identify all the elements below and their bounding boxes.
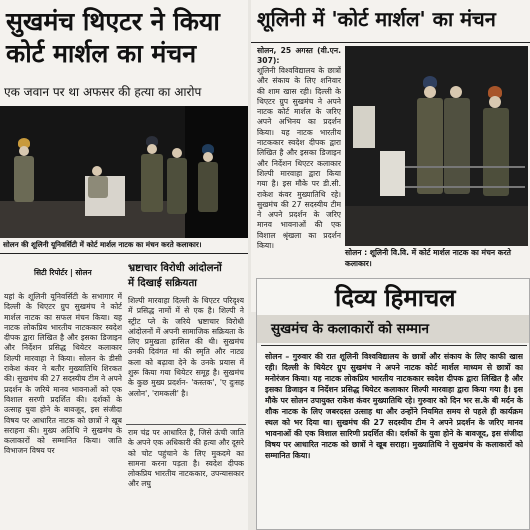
clip1-col2-heading-line2: में दिखाई सक्रियता (128, 278, 197, 289)
clip2-dateline: सोलन, 25 अगस्त (वी.एन. 307): (257, 46, 341, 66)
clip1-headline-line1: सुखमंच थिएटर ने किया (6, 7, 220, 36)
clip3-masthead: दिव्य हिमाचल (335, 283, 456, 312)
clip1-headline-line2: कोर्ट मार्शल का मंचन (6, 39, 197, 68)
clip1-column2-text-bottom: राम चंद्र पर आधारित है, जिसे ऊंची जाति के अपने एक अधिकारी की हत्या और दूसरे को चोट पहुंचाने के लिए मुकदमे का सामना करना पड़ता है। स्वदेश दीपक लोकप्रिय भारतीय नाटककार, उपन्यासकार और लघु (128, 428, 244, 489)
clip2-headline: शूलिनी में 'कोर्ट मार्शल' का मंचन (257, 7, 496, 31)
clip1-photo-caption: सोलन की शूलिनी यूनिवर्सिटी में कोर्ट मार्शल नाटक का मंचन करते कलाकार। (3, 240, 202, 249)
newspaper-clipping-right-bottom (256, 278, 530, 530)
clip1-play-photo (0, 106, 248, 238)
clip1-subheadline: एक जवान पर था अफसर की हत्या का आरोप (4, 85, 202, 99)
clip2-photo-caption: सोलन : शूलिनी वि.वि. में कोर्ट मार्शल नाटक का मंचन करते कलाकार। (345, 248, 512, 268)
newspaper-clipping-left (0, 0, 248, 530)
clip3-headline: सुखमंच के कलाकारों को सम्मान (271, 321, 429, 337)
clip1-col2-heading-line1: भ्रष्टाचार विरोधी आंदोलनों (128, 263, 222, 274)
clip2-text-top: शूलिनी विश्वविद्यालय के छात्रों और संकाय के लिए शनिवार की शाम खास रही। दिल्ली के थिएटर ग्रुप सुखमंच ने अपने नाटक कोर्ट मार्शल के जरिए अपने अभिनय का प्रदर्शन किया। यह नाटक भारतीय नाटककार स्वदेश दीपक द्वारा लिखित है और इसका डिजाइन और निर्देशन थिएटर कलाकार शिल्पी मारवाहा द्वारा किया गया है। इस मौके पर डी.सी. राकेश कंवर मुख्यातिथि रहे। सुखमंच की 27 सदस्यीय टीम ने अपने प्रदर्शन के जरिए मानव भावनाओं की एक विशाल श्रृंखला का प्रदर्शन किया। (257, 66, 341, 251)
clip1-column1-text: यहां के शूलिनी यूनिवर्सिटी के सभागार में दिल्ली के थिएटर ग्रुप सुखमंच ने कोर्ट मार्शल नाटक का सफल मंचन किया। यह नाटक लोकप्रिय भारतीय नाटककार स्वदेश दीपक द्वारा लिखित है और इसका डिजाइन और निर्देशन प्रसिद्ध थियेटर कलाकार शिल्पी मारवाहा ने किया। सोलन के डीसी राकेश कंवर ने बतौर मुख्यातिथि शिरकत की। सुखमंच की 27 सदस्यीय टीम ने अपने प्रदर्शन के जरिये मानव भावनाओं को एक विशाल सरणी प्रदर्शित की। दर्शकों के उत्साह युवा होने के बावजूद, इस संजीदा विषय पर आधारित नाटक को छात्रों ने खूब सराहना की। मुख्य अतिथि ने सुखमंच के कलाकारों को सम्मानित किया। जाति विभाजन विषय पर (4, 292, 122, 456)
clip1-column2-text-top: शिल्पी मारवाहा दिल्ली के थिएटर परिदृश्य में प्रसिद्ध नामों में से एक है। शिल्पी ने स्ट्रीट प्ले के जरिये भ्रष्टाचार विरोधी आंदोलनों में अपनी सामाजिक सक्रियता के लिए प्रमुखता हासिल की थी। सुखमंच उनकी दिवंगत मां की स्मृति और नाट्य कला को बढ़ावा देने के उनके प्रयास में शुरू किया गया थियेटर समूह है। सुखमंच के कुछ मुख्य प्रदर्शन- 'कस्तक', 'ए दुःसह अलोन', 'रामकली' है। (128, 296, 244, 398)
newspaper-clipping-right-top (251, 0, 530, 312)
clip1-byline: सिटी रिपोर्टर | सोलन (34, 268, 92, 277)
clip2-play-photo (345, 46, 528, 246)
clip3-article-text: सोलन – गुरुवार की रात शूलिनी विश्वविद्यालय के छात्रों और संकाय के लिए काफी खास रही। दिल्ली के थियेटर ग्रुप सुखमंच ने अपने नाटक कोर्ट मार्शल माध्यम से छात्रों का मनोरंजन किया। यह नाटक लोकप्रिय भारतीय नाटककार स्वदेश दीपक द्वारा लिखित है और इसका डिजाइन व निर्देशन प्रसिद्ध थियेटर कलाकार शिल्पी मारवाहा द्वारा किया गया है। इस मौके पर सोलन उपायुक्त राकेश कंवर मुख्यातिथि रहे। गुरुवार को दिन भर स.के बी मर्दन के शौक नाटक के लिए जबरदस्त उत्साह था और उन्होंने नियमित समय से पहले ही कार्यक्रम स्थल को भर दिया था। सुखमंच की 27 सदस्यीय टीम ने अपने प्रदर्शन के जरिए मानव भावनाओं की एक विशाल सारिणी प्रदर्शित की। दर्शकों के युवा होने के बावजूद, इस संजीदा विषय पर आधारित नाटक को छात्रों ने खूब सराहा। मुख्यातिथि ने सुखमंच के कलाकारों को सम्मानित किया। (265, 352, 523, 460)
